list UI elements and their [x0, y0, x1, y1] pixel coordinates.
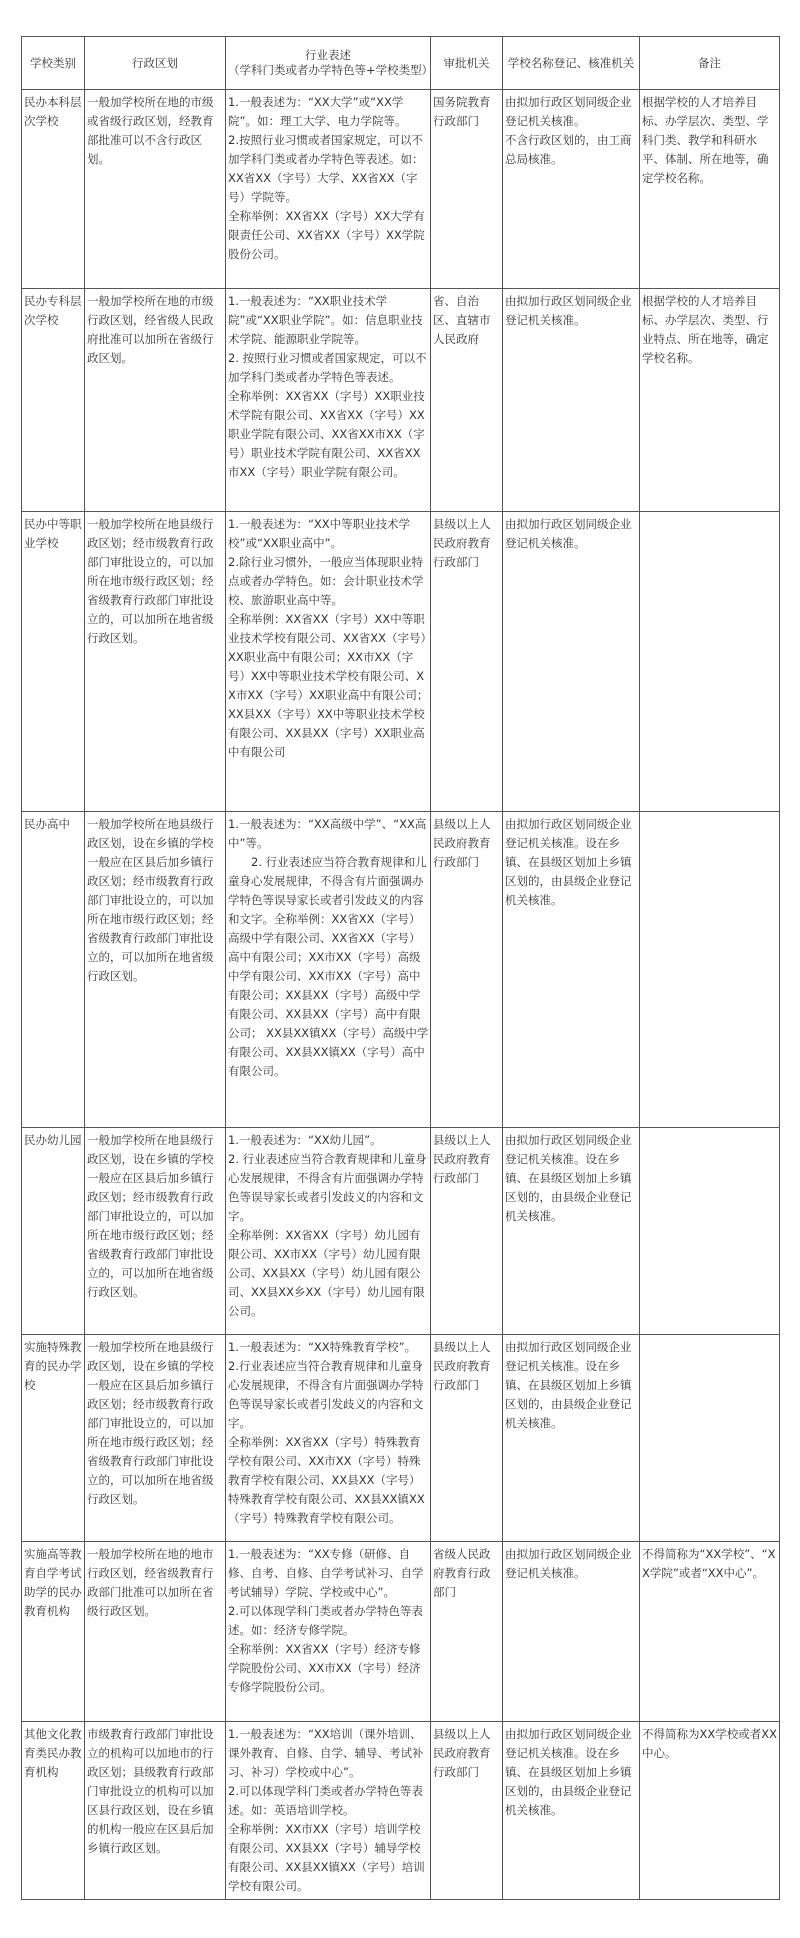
industry-line: 全称举例：XX市XX（字号）培训学校有限公司、XX县XX（字号）辅导学校有限公司、XX县XX镇XX（字号）培训学校有限公司。 — [228, 1822, 425, 1893]
registration-line: 由拟加行政区划同级企业登记机关核准。 — [505, 95, 632, 128]
cell-approval: 省、自治区、直辖市人民政府 — [431, 289, 503, 512]
header-type: 学校类别 — [22, 37, 85, 90]
industry-line: 2.按照行业习惯或者国家规定，可以不加学科门类或者办学特色等表述。如：XX省XX（字号）大学、XX省XX（字号）学院等。 — [228, 133, 424, 204]
registration-line: 由拟加行政区划同级企业登记机关核准。设在乡镇、在县级区划加上乡镇区划的，由县级企业登记机关核准。 — [505, 1727, 632, 1817]
cell-school-type: 民办本科层次学校 — [22, 90, 85, 289]
table-row — [22, 90, 780, 289]
cell-industry — [226, 1335, 431, 1542]
registration-line: 由拟加行政区划同级企业登记机关核准。设在乡镇、在县级区划加上乡镇区划的，由县级企业登记机关核准。 — [505, 1133, 632, 1223]
industry-line: 1.一般表述为：“XX大学”或“XX学院”。如：理工大学、电力学院等。 — [228, 95, 407, 128]
cell-remarks: 根据学校的人才培养目标、办学层次、类型、行业特点、所在地等，确定学校名称。 — [640, 289, 780, 512]
cell-registration — [503, 1335, 640, 1542]
industry-line: 全称举例：XX省XX（字号）经济专修学院股份公司、XX市XX（字号）经济专修学院股份公司。 — [228, 1642, 421, 1694]
cell-remarks: 不得简称为XX学校或者XX中心。 — [640, 1722, 780, 1900]
registration-line: 不含行政区划的，由工商总局核准。 — [505, 133, 632, 166]
cell-district: 一般加学校所在地的市级或省级行政区划，经教育部批准可以不含行政区划。 — [85, 90, 226, 289]
cell-industry — [226, 289, 431, 512]
header-industry — [226, 37, 434, 90]
header-district: 行政区划 — [85, 37, 226, 90]
cell-district: 一般加学校所在地县级行政区划，设在乡镇的学校一般应在区县后加乡镇行政区划；经市级教育行政部门审批设立的，可以加所在地市级行政区划；经省级教育行政部门审批设立的，可以加所在地省级行政区划。 — [85, 1128, 226, 1335]
cell-industry — [226, 1542, 431, 1722]
cell-remarks: 不得简称为“XX学校”、“XX学院”或者“XX中心”。 — [640, 1542, 780, 1722]
cell-district: 一般加学校所在地县级行政区划，设在乡镇的学校一般应在区县后加乡镇行政区划；经市级教育行政部门审批设立的，可以加所在地市级行政区划；经省级教育行政部门审批设立的，可以加所在地省级行政区划。 — [85, 812, 226, 1128]
industry-line: 1.一般表述为：“XX培训（课外培训、课外教育、自修、自学、辅导、考试补习、补习）学校或中心”。 — [228, 1727, 424, 1779]
cell-school-type: 民办中等职业学校 — [22, 512, 85, 812]
cell-district: 市级教育行政部门审批设立的机构可以加地市的行政区划；县级教育行政部门审批设立的机构可以加区县行政区划，设在乡镇的机构一般应在区县后加乡镇行政区划。 — [85, 1722, 226, 1900]
registration-line: 由拟加行政区划同级企业登记机关核准。设在乡镇、在县级区划加上乡镇区划的，由县级企业登记机关核准。 — [505, 817, 632, 907]
cell-approval: 国务院教育行政部门 — [431, 90, 503, 289]
industry-line: 全称举例：XX省XX（字号）特殊教育学校有限公司、XX市XX（字号）特殊教育学校有限公司、XX县XX（字号）特殊教育学校有限公司、XX县XX镇XX（字号）特殊教育学校有限公司。 — [228, 1435, 425, 1525]
header-industry-subtitle: （学科门类或者办学特色等+学校类型） — [228, 63, 434, 77]
cell-district: 一般加学校所在地县级行政区划，设在乡镇的学校一般应在区县后加乡镇行政区划；经市级教育行政部门审批设立的，可以加所在地市级行政区划；经省级教育行政部门审批设立的，可以加所在地省级行政区划。 — [85, 1335, 226, 1542]
industry-line: 1.一般表述为：“XX职业技术学院”或“XX职业学院”。如：信息职业技术学院、能源职业学院等。 — [228, 294, 423, 346]
table-row — [22, 1722, 780, 1900]
industry-line: 1.一般表述为：“XX专修（研修、自修、自考、自修、自学考试补习、自学考试辅导）学院、学校或中心”。 — [228, 1547, 424, 1599]
industry-line: 全称举例：XX省XX（字号）XX中等职业技术学校有限公司、XX省XX（字号）XX职业高中有限公司；XX市XX（字号）XX中等职业技术学校有限公司、XX市XX（字号）XX职业高中有限公司；XX县XX（字号）XX中等职业技术学校有限公司、XX县XX（字号）XX职业高中有限公司 — [228, 612, 429, 759]
industry-line: 2.可以体现学科门类或者办学特色等表述。如：经济专修学院。 — [228, 1604, 423, 1637]
registration-line: 由拟加行政区划同级企业登记机关核准。 — [505, 517, 632, 550]
table-row — [22, 1335, 780, 1542]
cell-district: 一般加学校所在地的地市行政区划，经省级教育行政部门批准可以加所在省级行政区划。 — [85, 1542, 226, 1722]
cell-school-type: 实施高等教育自学考试助学的民办教育机构 — [22, 1542, 85, 1722]
industry-line: 2. 按照行业习惯或者国家规定，可以不加学科门类或者办学特色等表述。 — [228, 351, 427, 384]
table-row — [22, 812, 780, 1128]
table-row — [22, 1128, 780, 1335]
cell-remarks — [640, 812, 780, 1128]
table-row — [22, 289, 780, 512]
cell-school-type: 其他文化教育类民办教育机构 — [22, 1722, 85, 1900]
cell-remarks — [640, 1335, 780, 1542]
header-approval: 审批机关 — [431, 37, 503, 90]
registration-line: 由拟加行政区划同级企业登记机关核准。设在乡镇、在县级区划加上乡镇区划的，由县级企业登记机关核准。 — [505, 1340, 632, 1430]
registration-line: 由拟加行政区划同级企业登记机关核准。 — [505, 294, 632, 327]
industry-line: 1.一般表述为：“XX幼儿园”。 — [228, 1133, 382, 1147]
cell-approval: 县级以上人民政府教育行政部门 — [431, 1335, 503, 1542]
cell-registration — [503, 289, 640, 512]
cell-industry — [226, 90, 431, 289]
industry-line: 全称举例：XX省XX（字号）XX大学有限责任公司、XX省XX（字号）XX学院股份公司。 — [228, 209, 425, 261]
cell-industry — [226, 1128, 431, 1335]
industry-line: 2. 行业表述应当符合教育规律和儿童身心发展规律，不得含有片面强调办学特色等误导家长或者引发歧义的内容和文字。全称举例：XX省XX（字号）高级中学有限公司、XX省XX（字号）高中有限公司；XX市XX（字号）高级中学有限公司、XX市XX（字号）高中有限公司；XX县XX（字号）高级中学有限公司、XX县XX（字号）高中有限公司； XX县XX镇XX（字号）高级中学有限公司、XX县XX镇XX（字号）高中有限公司。 — [228, 855, 429, 1078]
industry-line: 2.可以体现学科门类或者办学特色等表述。如：英语培训学校。 — [228, 1784, 423, 1817]
cell-industry — [226, 812, 431, 1128]
industry-line: 1.一般表述为：“XX中等职业技术学校”或“XX职业高中”。 — [228, 517, 411, 550]
cell-district: 一般加学校所在地县级行政区划；经市级教育行政部门审批设立的，可以加所在地市级行政区划；经省级教育行政部门审批设立的，可以加所在地省级行政区划。 — [85, 512, 226, 812]
cell-industry — [226, 512, 431, 812]
industry-line: 2.除行业习惯外，一般应当体现职业特点或者办学特色。如：会计职业技术学校、旅游职业高中等。 — [228, 555, 424, 607]
industry-line: 1.一般表述为：“XX高级中学”、“XX高中”等。 — [228, 817, 427, 850]
cell-approval: 县级以上人民政府教育行政部门 — [431, 1722, 503, 1900]
cell-remarks: 根据学校的人才培养目标、办学层次、类型、学科门类、教学和科研水平、体制、所在地等，确定学校名称。 — [640, 90, 780, 289]
cell-registration — [503, 90, 640, 289]
cell-registration — [503, 1722, 640, 1900]
table-row — [22, 1542, 780, 1722]
header-row — [22, 37, 780, 90]
table-row — [22, 512, 780, 812]
industry-line: 2.行业表述应当符合教育规律和儿童身心发展规律，不得含有片面强调办学特色等误导家长或者引发歧义的内容和文字。 — [228, 1359, 424, 1430]
header-registration: 学校名称登记、核准机关 — [503, 37, 640, 90]
cell-school-type: 实施特殊教育的民办学校 — [22, 1335, 85, 1542]
school-naming-table — [21, 36, 780, 1900]
cell-registration — [503, 812, 640, 1128]
cell-approval: 省级人民政府教育行政部门 — [431, 1542, 503, 1722]
cell-school-type: 民办高中 — [22, 812, 85, 1128]
cell-remarks — [640, 512, 780, 812]
header-industry-title: 行业表述 — [305, 48, 351, 62]
header-remarks: 备注 — [640, 37, 780, 90]
cell-approval: 县级以上人民政府教育行政部门 — [431, 512, 503, 812]
cell-approval: 县级以上人民政府教育行政部门 — [431, 1128, 503, 1335]
industry-line: 2. 行业表述应当符合教育规律和儿童身心发展规律，不得含有片面强调办学特色等误导家长或者引发歧义的内容和文字。 — [228, 1152, 427, 1223]
industry-line: 全称举例：XX省XX（字号）幼儿园有限公司、XX市XX（字号）幼儿园有限公司、XX县XX（字号）幼儿园有限公司、XX县XX乡XX（字号）幼儿园有限公司。 — [228, 1228, 425, 1318]
cell-school-type: 民办幼儿园 — [22, 1128, 85, 1335]
cell-remarks — [640, 1128, 780, 1335]
industry-line: 1.一般表述为：“XX特殊教育学校”。 — [228, 1340, 417, 1354]
cell-approval: 县级以上人民政府教育行政部门 — [431, 812, 503, 1128]
cell-industry — [226, 1722, 431, 1900]
registration-line: 由拟加行政区划同级企业登记机关核准。 — [505, 1547, 632, 1580]
cell-school-type: 民办专科层次学校 — [22, 289, 85, 512]
industry-line: 全称举例：XX省XX（字号）XX职业技术学院有限公司、XX省XX（字号）XX职业学院有限公司、XX省XX市XX（字号）职业技术学院有限公司、XX省XX市XX（字号）职业学院有限公司。 — [228, 389, 425, 479]
cell-registration — [503, 1128, 640, 1335]
cell-district: 一般加学校所在地的市级行政区划，经省级人民政府批准可以加所在省级行政区划。 — [85, 289, 226, 512]
cell-registration — [503, 1542, 640, 1722]
cell-registration — [503, 512, 640, 812]
